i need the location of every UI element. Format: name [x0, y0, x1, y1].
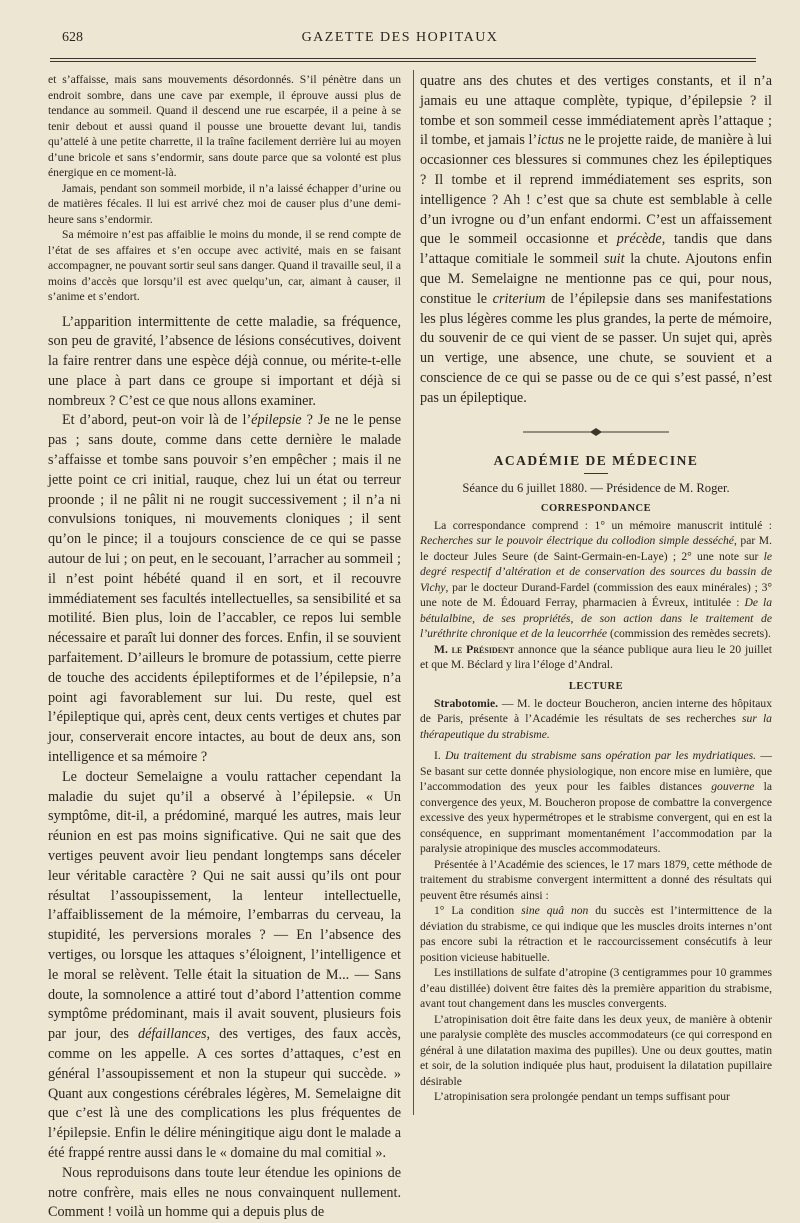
- ornament-rule-icon: [521, 425, 671, 439]
- case-paragraph-3: Sa mémoire n’est pas affaiblie le moins du monde, il se rend compte de l’état de ses affaires et s’en occupe avec activité, mais en se faisant accompagner, ne pouvant sortir seul sans danger. Quand il travaille seul, il a moins d’accès que lorsqu’il est avec quelqu’un, car, aimant à causer, il s’anime et s’endort.: [48, 228, 401, 303]
- header-rule-double: [50, 61, 756, 62]
- correspondance-heading: CORRESPONDANCE: [540, 502, 652, 514]
- header-rule: [50, 58, 756, 59]
- section-title: ACADÉMIE DE MÉDECINE: [493, 452, 699, 468]
- condition-paragraph: 1° La condition sine quâ non du succès est l’intermittence de la déviation du strabisme, ce qui indique que les muscles droits internes n’ont pas encore subi la rétraction et le raccourcissement consécutifs à leur position vicieuse habituelle.: [420, 904, 772, 964]
- strabotomie-paragraph: Strabotomie. — M. le docteur Boucheron, ancien interne des hôpitaux de Paris, présente à l’Académie les résultats de ses recherches sur la thérapeutique du strabisme.: [420, 696, 772, 741]
- discussion-paragraph-2: Et d’abord, peut-on voir là de l’épilepsie ? Je ne le pense pas ; sans doute, comme dans cette dernière le malade s’affaisse et tombe sans pouvoir s’en empêcher ; mais il ne jette point ce cri initial, rauque, chez lui un état ou terreur proonde ; il ne pâlit ni ne rougit successivement ; il n’a ni convulsions toniques, ni mouvements cloniques ; il sent qu’on le pince; il a toujours conscience de ce qui se passe autour de lui ; on peut, en le secouant, l’arracher au sommeil ; il n’est point hébété quand il en sort, et il recouvre immédiatement ses facultés intellectuelles, sa sensibilité et sa motilité. Bien plus, loin de l’accabler, ce repos lui semble nécessaire et paraît lui donner des forces. Enfin, il se souvient parfaitement. D’ailleurs le bromure de potassium, cette pierre de touche des accidents épileptiformes et de l’épilepsie, n’a point agi favorablement sur lui. Du reste, quel est l’épileptique qui, après cent, deux cents vertiges et chutes par jour, conserverait encore intactes, au bout de deux ans, son intelligence et sa mémoire ?: [48, 412, 401, 766]
- discussion-paragraph-3: Le docteur Semelaigne a voulu rattacher cependant la maladie du sujet qu’il a observé à l’épilepsie. « Un symptôme, dit-il, a prédominé, marqué les autres, mais leur réunion en est pas moins significative. Qui ne sait que des vertiges peuvent avoir lieu pendant longtemps sans déceler leur véritable caractère ? Qui ne sait aussi qu’ils ont pour résultat l’assoupissement, la lenteur intellectuelle, l’affaiblissement de la mémoire, l’embarras du cerveau, la stupidité, les perversions morales ? — En l’absence des vertiges, ou lorsque les attaques s’éloignent, l’intelligence et le moral se relèvent. Telle était la situation de M... — Sans doute, la somnolence a attiré tout d’abord l’attention comme symptôme prédominant, mais il avait souvent, plusieurs fois par jour, des défaillances, des vertiges, des faux accès, comme on les appelle. A ces sortes d’attaques, c’est en général l’assoupissement et non la stupeur qui succède. » Quant aux congestions cérébrales légères, M. Semelaigne dit que c’est là une des complications les plus fréquentes de l’épilepsie. Enfin le délire méningitique aigu dont le malade a été frappé rentre aussi dans le « domaine du mal comitial ».: [48, 768, 401, 1161]
- right-column: [420, 72, 772, 1105]
- continued-paragraph: quatre ans des chutes et des vertiges constants, et il n’a jamais eu une attaque complète, typique, d’épilepsie ? il tombe et son sommeil cesse immédiatement après l’attaque ; il tombe, et jamais l’ictus ne le projette raide, de manière à lui occasionner ces blessures si communes chez les épileptiques ? Il tombe et il reprend immédiatement ses esprits, son intelligence ? Ah ! c’est que sa chute est semblable à celle d’un ivrogne ou d’un enfant endormi. C’est un affaissement que le sommeil occasionne et précède, tandis que dans l’attaque comitiale le sommeil suit la chute. Ajoutons enfin que M. Semelaigne ne mentionne pas ce qui, pour nous, constitue le criterium de l’épilepsie dans ses manifestations les plus légères comme les plus grandes, la perte de mémoire, du souvenir de ce qui vient de se passer. Un sujet qui, après un vertige, une absence, une chute, se souvient et a conscience de ce qui se passe ou de ce qui s’est passé, n’est pas un épileptique.: [420, 73, 772, 406]
- lecture-heading: LECTURE: [568, 680, 624, 692]
- emphasis: épilepsie: [251, 412, 302, 429]
- page-number: 628: [62, 30, 83, 45]
- left-column: [48, 72, 401, 1223]
- atropinisation-duration-paragraph: L’atropinisation sera prolongée pendant un temps suffisant pour: [434, 1090, 730, 1104]
- discussion-paragraph-1: L’apparition intermittente de cette maladie, sa fréquence, son peu de gravité, l’absence de lésions consécutives, doivent la faire rentrer dans une espèce déjà connue, ou mérite-t-elle une place à part dans ce groupe si important et déjà si nombreux ? C’est ce que nous allons examiner.: [48, 313, 401, 409]
- president-paragraph: M. le Président annonce que la séance publique aura lieu le 20 juillet et que M. Béclard y lira l’éloge d’Andral.: [420, 642, 772, 672]
- case-paragraph-1: et s’affaisse, mais sans mouvements désordonnés. S’il pénètre dans un endroit sombre, dans une cave par exemple, il éprouve aussi plus de tendance au sommeil. Quand il descend une rue escarpée, il a peine à se tenir debout et aussi quand il pousse une brouette devant lui, tandis qu’attelé à une petite charrette, il la traîne facilement derrière lui au moyen d’une bricole et sans s’endormir, sans doute parce que sa volonté est plus énergique en ce moment-là.: [48, 73, 401, 179]
- correspondance-paragraph: La correspondance comprend : 1° un mémoire manuscrit intitulé : Recherches sur le pouvoir électrique du collodion simple desséché, par M. le docteur Jules Seure (de Saint-Germain-en-Laye) ; 2° une note sur le degré respectif d’altération et de conservation des sources du bassin de Vichy, par le docteur Durand-Fardel (commission des eaux minérales) ; 3° une note de M. Édouard Ferray, pharmacien à Évreux, intitulée : De la bétulalbine, de ses propriétés, de son action dans le traitement de l’uréthrite chronique et de la leucorrhée (commission des remèdes secrets).: [420, 518, 772, 641]
- discussion-paragraph-4: Nous reproduisons dans toute leur étendue les opinions de notre confrère, mais elles ne nous convainquent nullement. Comment ! voilà un homme qui a depuis plus de: [48, 1164, 401, 1221]
- running-title: GAZETTE DES HOPITAUX: [301, 30, 499, 45]
- atropinisation-paragraph: L’atropinisation doit être faite dans les deux yeux, de manière à obtenir une paralysie complète des muscles accommodateurs (ce qui correspond en général à une dilatation maxima des pupilles). Une ou deux gouttes, matin et soir, de la solution indiquée plus haut, produisent la dilatation pupillaire désirable: [420, 1012, 772, 1088]
- page-header: [0, 30, 800, 54]
- case-paragraph-2: Jamais, pendant son sommeil morbide, il n’a laissé échapper d’urine ou de matières fécales. Il lui est arrivé chez moi de causer plus d’une demi-heure sans s’endormir.: [48, 181, 401, 226]
- presentee-paragraph: Présentée à l’Académie des sciences, le 17 mars 1879, cette méthode de traitement du strabisme convergent intermittent a donné des résultats qui peuvent être résumés ainsi :: [420, 857, 772, 902]
- short-rule: [584, 473, 608, 474]
- instillations-paragraph: Les instillations de sulfate d’atropine (3 centigrammes pour 10 grammes d’eau distillée) doivent être faites dès la première apparition du strabisme, avant tout changement dans les muscles convergents.: [420, 966, 772, 1011]
- column-divider: [413, 70, 414, 1115]
- session-line: Séance du 6 juillet 1880. — Présidence de M. Roger.: [462, 480, 730, 495]
- emphasis: défaillances: [137, 1026, 207, 1043]
- traitement-paragraph: I. Du traitement du strabisme sans opération par les mydriatiques. — Se basant sur cette donnée physiologique, non encore mise en lumière, que l’accommodation des yeux pour les faibles distances gouverne la convergence des yeux, M. Boucheron propose de combattre la convergence excessive des yeux hypermétropes et le strabisme convergent, qui en est la conséquence, en supprimant momentanément l’accommodation par la paralysie atropinique des muscles accommodateurs.: [420, 749, 772, 856]
